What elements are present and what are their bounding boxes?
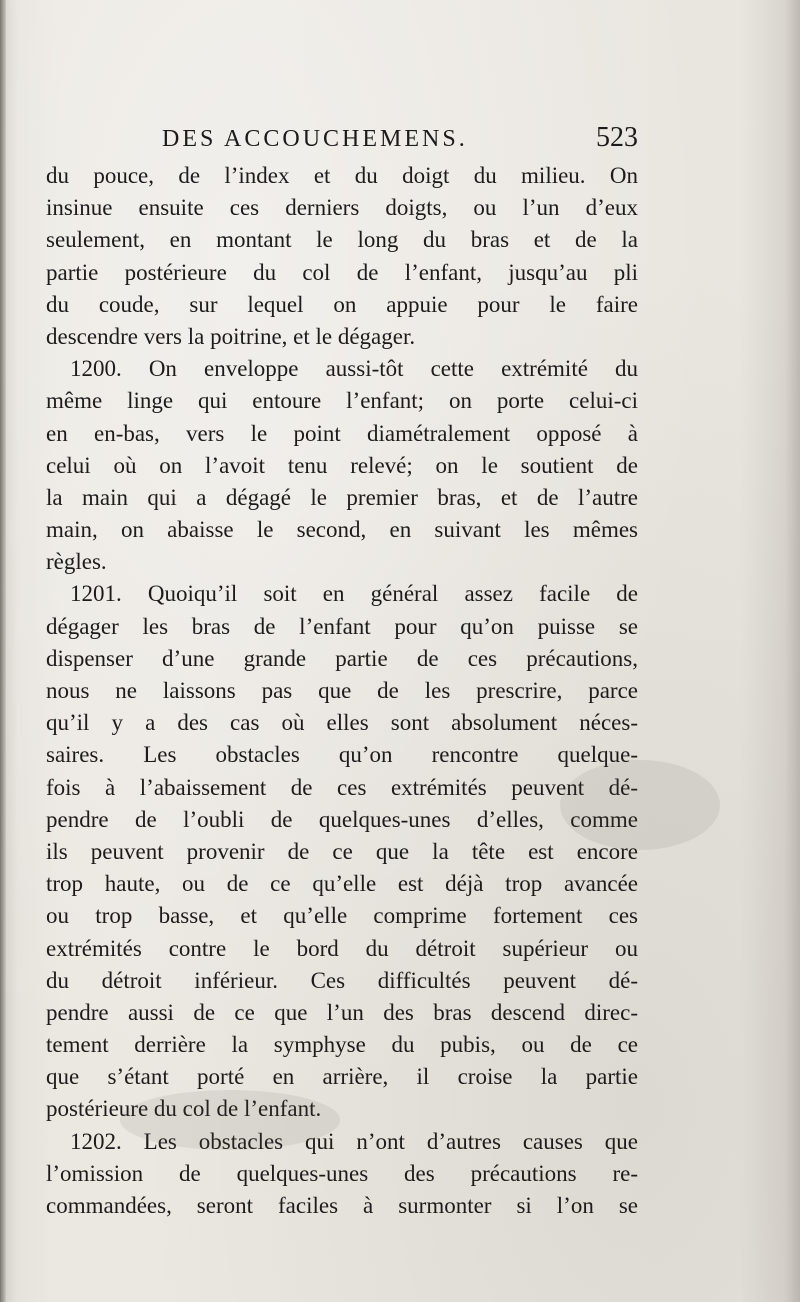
- text-line: du détroit inférieur. Ces difficultés peuvent dé-: [46, 967, 638, 993]
- running-head: [48, 122, 638, 162]
- text-line: règles.: [46, 549, 107, 575]
- paper-stain: [120, 1090, 340, 1150]
- text-line: l’omission de quelques-unes des précautions re-: [46, 1160, 638, 1186]
- text-line: pendre aussi de ce que l’un des bras descend direc-: [46, 999, 638, 1025]
- text-line: dégager les bras de l’enfant pour qu’on puisse se: [46, 613, 638, 639]
- text-line: qu’il y a des cas où elles sont absolument néces-: [46, 710, 638, 736]
- text-line: saires. Les obstacles qu’on rencontre quelque-: [46, 742, 638, 768]
- text-line: nous ne laissons pas que de les prescrire, parce: [46, 678, 638, 703]
- text-line: que s’étant porté en arrière, il croise la partie: [46, 1064, 638, 1090]
- text-line: trop haute, ou de ce qu’elle est déjà trop avancée: [46, 871, 638, 897]
- running-head-title: DES ACCOUCHEMENS.: [162, 126, 468, 152]
- text-line: même linge qui entoure l’enfant; on porte celui-ci: [46, 388, 638, 414]
- paragraph-1200-start: 1200. On enveloppe aussi-tôt cette extrémité du: [70, 356, 638, 382]
- text-line: du coude, sur lequel on appuie pour le faire: [46, 291, 638, 317]
- text-line: ou trop basse, et qu’elle comprime fortement ces: [46, 903, 638, 929]
- text-line: en en-bas, vers le point diamétralement opposé à: [46, 420, 638, 446]
- text-line: celui où on l’avoit tenu relevé; on le soutient de: [46, 452, 638, 478]
- text-line: la main qui a dégagé le premier bras, et de l’autre: [46, 484, 638, 510]
- text-line: main, on abaisse le second, en suivant les mêmes: [46, 517, 638, 543]
- text-line: dispenser d’une grande partie de ces précautions,: [46, 645, 638, 671]
- text-line: pendre de l’oubli de quelques-unes d’elles, comme: [46, 806, 638, 832]
- paper-stain: [560, 760, 720, 850]
- text-line: postérieure du col de l’enfant.: [46, 1096, 322, 1122]
- text-line: fois à l’abaissement de ces extrémités peuvent dé-: [46, 774, 638, 800]
- text-line: commandées, seront faciles à surmonter si l’on se: [46, 1193, 638, 1218]
- text-line: descendre vers la poitrine, et le dégager.: [46, 323, 416, 349]
- body-text: [46, 160, 638, 1222]
- page-gutter-shadow: [0, 0, 6, 1302]
- text-line: du pouce, de l’index et du doigt du milieu. On: [46, 163, 638, 188]
- paragraph-1201-start: 1201. Quoiqu’il soit en général assez facile de: [70, 581, 638, 607]
- paragraph-1202-start: 1202. Les obstacles qui n’ont d’autres causes que: [70, 1128, 638, 1154]
- text-line: tement derrière la symphyse du pubis, ou de ce: [46, 1032, 638, 1058]
- text-line: ils peuvent provenir de ce que la tête est encore: [46, 838, 638, 864]
- page-number: 523: [596, 122, 638, 153]
- text-line: seulement, en montant le long du bras et de la: [46, 227, 638, 253]
- text-line: insinue ensuite ces derniers doigts, ou l’un d’eux: [46, 195, 638, 221]
- text-line: extrémités contre le bord du détroit supérieur ou: [46, 935, 638, 961]
- text-line: partie postérieure du col de l’enfant, jusqu’au pli: [46, 259, 638, 285]
